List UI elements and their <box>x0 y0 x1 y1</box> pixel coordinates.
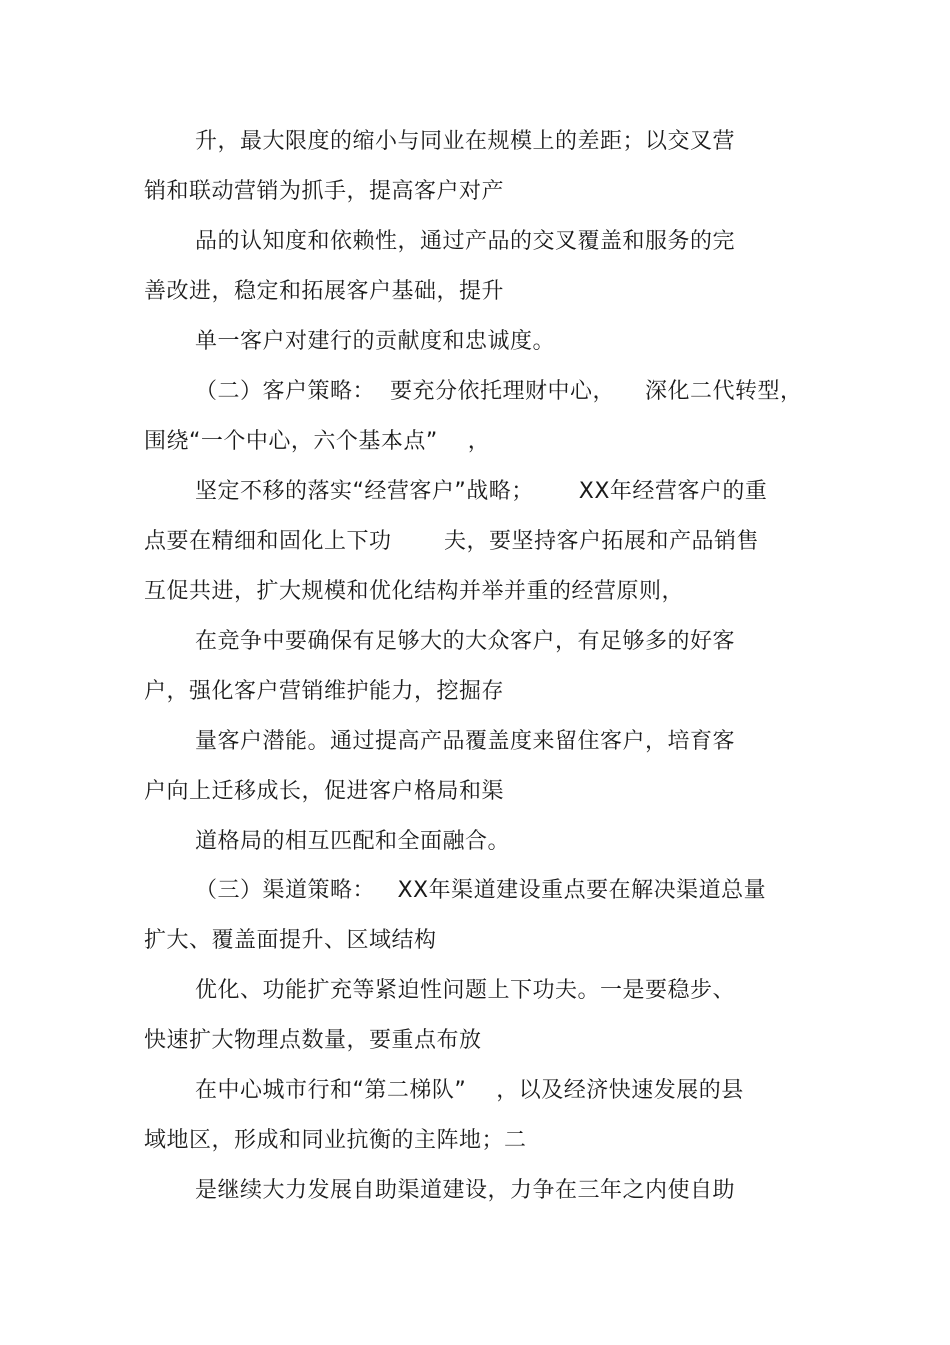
text-line: 品的认知度和依赖性，通过产品的交叉覆盖和服务的完 <box>195 229 736 254</box>
text-line: （三）渠道策略： XX年渠道建设重点要在解决渠道总量 <box>195 878 767 903</box>
text-line: 在中心城市行和“第二梯队” ，以及经济快速发展的县 <box>195 1078 744 1103</box>
text-line: 道格局的相互匹配和全面融合。 <box>195 829 511 854</box>
text-line: 销和联动营销为抓手，提高客户对产 <box>144 179 505 204</box>
text-line: 户向上迁移成长，促进客户格局和渠 <box>144 779 505 804</box>
text-line: 优化、功能扩充等紧迫性问题上下功夫。一是要稳步、 <box>195 978 736 1003</box>
text-line: （二）客户策略： 要充分依托理财中心， 深化二代转型， <box>195 379 803 404</box>
text-line: 单一客户对建行的贡献度和忠诚度。 <box>195 329 556 354</box>
text-line: 在竞争中要确保有足够大的大众客户，有足够多的好客 <box>195 629 736 654</box>
text-line: 点要在精细和固化上下功 夫，要坚持客户拓展和产品销售 <box>144 529 759 554</box>
text-line: 是继续大力发展自助渠道建设，力争在三年之内使自助 <box>195 1178 736 1203</box>
text-line: 快速扩大物理点数量，要重点布放 <box>144 1028 482 1053</box>
text-line: 善改进，稳定和拓展客户基础，提升 <box>144 279 505 304</box>
text-line: 量客户潜能。通过提高产品覆盖度来留住客户，培育客 <box>195 729 736 754</box>
text-line: 坚定不移的落实“经营客户”战略； XX年经营客户的重 <box>195 479 768 504</box>
text-line: 升，最大限度的缩小与同业在规模上的差距；以交叉营 <box>195 129 736 154</box>
text-line: 互促共进，扩大规模和优化结构并举并重的经营原则， <box>144 579 685 604</box>
text-line: 扩大、覆盖面提升、区域结构 <box>144 928 437 953</box>
text-line: 围绕“一个中心，六个基本点” ， <box>144 429 491 454</box>
text-line: 户，强化客户营销维护能力，挖掘存 <box>144 679 505 704</box>
text-line: 域地区，形成和同业抗衡的主阵地；二 <box>144 1128 527 1153</box>
